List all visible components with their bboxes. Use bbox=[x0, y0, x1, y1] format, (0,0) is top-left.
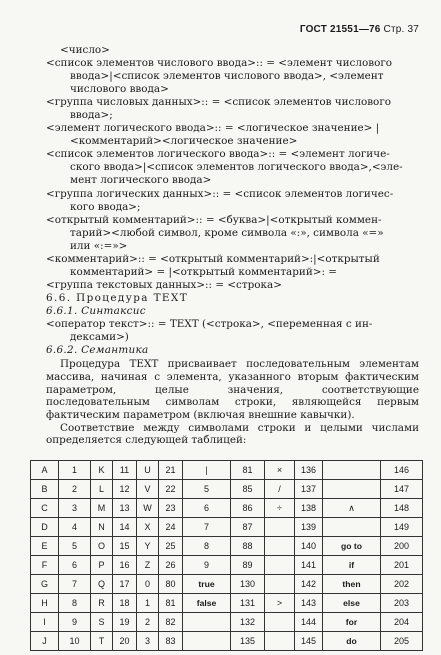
symbol-cell bbox=[265, 613, 295, 632]
code-cell: 130 bbox=[231, 575, 265, 594]
text-line: <группа текстовых данных>:: = <строка> bbox=[46, 278, 282, 291]
code-cell: 6 bbox=[59, 556, 91, 575]
symbol-cell: 1 bbox=[137, 594, 159, 613]
symbol-cell: 9 bbox=[183, 556, 231, 575]
section-heading: 6.6. Процедура TEXT bbox=[46, 291, 189, 304]
symbol-cell: D bbox=[31, 518, 59, 537]
table-row bbox=[31, 499, 423, 518]
code-cell: 13 bbox=[113, 499, 137, 518]
symbol-cell: for bbox=[323, 613, 381, 632]
code-cell: 22 bbox=[159, 480, 183, 499]
symbol-cell: do bbox=[323, 632, 381, 651]
code-cell: 204 bbox=[381, 613, 423, 632]
symbol-cell bbox=[265, 632, 295, 651]
code-cell: 142 bbox=[295, 575, 323, 594]
code-cell: 5 bbox=[59, 537, 91, 556]
code-cell: 203 bbox=[381, 594, 423, 613]
code-cell: 86 bbox=[231, 499, 265, 518]
symbol-cell: 0 bbox=[137, 575, 159, 594]
code-cell: 14 bbox=[113, 518, 137, 537]
table-row bbox=[31, 613, 423, 632]
symbol-cell: if bbox=[323, 556, 381, 575]
table-row bbox=[31, 575, 423, 594]
code-cell: 139 bbox=[295, 518, 323, 537]
code-cell: 16 bbox=[113, 556, 137, 575]
symbol-cell: ÷ bbox=[265, 499, 295, 518]
symbol-cell: X bbox=[137, 518, 159, 537]
symbol-cell: V bbox=[137, 480, 159, 499]
code-cell: 141 bbox=[295, 556, 323, 575]
symbol-cell bbox=[265, 556, 295, 575]
symbol-cell: A bbox=[31, 461, 59, 480]
code-cell: 83 bbox=[159, 632, 183, 651]
symbol-cell bbox=[265, 537, 295, 556]
text-line: <список элементов числового ввода>:: = <элемент числового bbox=[46, 57, 393, 70]
symbol-cell: E bbox=[31, 537, 59, 556]
code-cell: 144 bbox=[295, 613, 323, 632]
code-cell: 138 bbox=[295, 499, 323, 518]
code-cell: 17 bbox=[113, 575, 137, 594]
code-cell: 146 bbox=[381, 461, 423, 480]
text-line: числового ввода> bbox=[70, 83, 169, 96]
symbol-cell: else bbox=[323, 594, 381, 613]
code-cell: 135 bbox=[231, 632, 265, 651]
symbol-cell: N bbox=[91, 518, 113, 537]
text-line: комментарий> = |<открытый комментарий>: = bbox=[70, 265, 337, 278]
symbol-cell bbox=[183, 632, 231, 651]
code-cell: 201 bbox=[381, 556, 423, 575]
symbol-cell bbox=[323, 480, 381, 499]
table-row bbox=[31, 537, 423, 556]
symbol-cell: G bbox=[31, 575, 59, 594]
symbol-cell: B bbox=[31, 480, 59, 499]
table-row bbox=[31, 632, 423, 651]
symbol-cell bbox=[323, 461, 381, 480]
symbol-cell: I bbox=[31, 613, 59, 632]
symbol-cell: × bbox=[265, 461, 295, 480]
text-line: <комментарий><логическое значение> bbox=[70, 135, 298, 148]
text-line: <группа числовых данных>:: = <список элементов числового bbox=[46, 96, 392, 109]
symbol-cell: 2 bbox=[137, 613, 159, 632]
code-cell: 202 bbox=[381, 575, 423, 594]
text-line: <число> bbox=[60, 44, 110, 56]
symbol-cell: O bbox=[91, 537, 113, 556]
symbol-cell: S bbox=[91, 613, 113, 632]
code-cell: 145 bbox=[295, 632, 323, 651]
text-line: ввода>; bbox=[70, 109, 113, 122]
symbol-cell: R bbox=[91, 594, 113, 613]
code-cell: 81 bbox=[159, 594, 183, 613]
paragraph: Соответствие между символами строки и целыми числами определяется следующей таблицей: bbox=[46, 421, 419, 447]
page-header bbox=[300, 24, 419, 35]
code-cell: 140 bbox=[295, 537, 323, 556]
code-cell: 1 bbox=[59, 461, 91, 480]
subsection-heading: 6.6.1. Синтаксис bbox=[46, 304, 146, 317]
symbol-cell: Z bbox=[137, 556, 159, 575]
symbol-cell: Y bbox=[137, 537, 159, 556]
code-cell: 205 bbox=[381, 632, 423, 651]
table-row bbox=[31, 461, 423, 480]
text-line: ввода>|<список элементов числового ввода>, <элемент bbox=[70, 70, 384, 83]
symbol-cell: then bbox=[323, 575, 381, 594]
code-cell: 20 bbox=[113, 632, 137, 651]
body-text bbox=[46, 44, 419, 447]
text-line: ского ввода>|<список элементов логического ввода>,<эле- bbox=[70, 161, 403, 174]
code-cell: 137 bbox=[295, 480, 323, 499]
code-cell: 8 bbox=[59, 594, 91, 613]
code-cell: 87 bbox=[231, 518, 265, 537]
symbol-cell: / bbox=[265, 480, 295, 499]
symbol-cell: H bbox=[31, 594, 59, 613]
code-cell: 200 bbox=[381, 537, 423, 556]
code-cell: 3 bbox=[59, 499, 91, 518]
text-line: <элемент логического ввода>:: = <логическое значение> | bbox=[46, 122, 380, 135]
code-cell: 25 bbox=[159, 537, 183, 556]
symbol-cell: 8 bbox=[183, 537, 231, 556]
symbol-cell: 7 bbox=[183, 518, 231, 537]
symbol-cell: W bbox=[137, 499, 159, 518]
text-line: тарий><любой символ, кроме символа «:», символа «=» bbox=[70, 226, 384, 239]
code-cell: 11 bbox=[113, 461, 137, 480]
code-cell: 148 bbox=[381, 499, 423, 518]
symbol-cell bbox=[265, 518, 295, 537]
symbol-cell bbox=[183, 613, 231, 632]
text-line: <список элементов логического ввода>:: = <элемент логиче- bbox=[46, 148, 390, 161]
symbol-cell: J bbox=[31, 632, 59, 651]
paragraph: Процедура TEXT присваивает последовательным элементам массива, начиная с элемента, указанного вторым фактическим параметром, целые значения, соответствующие последовательным символам строки, являющейся первым фактическим параметром (включая внешние кавычки). bbox=[46, 358, 419, 421]
symbol-cell: T bbox=[91, 632, 113, 651]
symbol-cell: F bbox=[31, 556, 59, 575]
text-line: <комментарий>:: = <открытый комментарий>:|<открытый bbox=[46, 252, 380, 265]
code-cell: 2 bbox=[59, 480, 91, 499]
text-line: или «:=»> bbox=[70, 239, 128, 252]
code-cell: 21 bbox=[159, 461, 183, 480]
symbol-cell: C bbox=[31, 499, 59, 518]
symbol-cell: | bbox=[183, 461, 231, 480]
code-cell: 136 bbox=[295, 461, 323, 480]
symbol-cell: 3 bbox=[137, 632, 159, 651]
table-row bbox=[31, 556, 423, 575]
symbol-cell bbox=[265, 575, 295, 594]
symbol-cell: L bbox=[91, 480, 113, 499]
symbol-cell: U bbox=[137, 461, 159, 480]
code-cell: 12 bbox=[113, 480, 137, 499]
code-cell: 19 bbox=[113, 613, 137, 632]
page-number: Стр. 37 bbox=[383, 24, 419, 35]
text-line: мент логического ввода> bbox=[70, 174, 212, 187]
symbol-cell: M bbox=[91, 499, 113, 518]
text-line: кого ввода>; bbox=[70, 200, 141, 213]
code-cell: 7 bbox=[59, 575, 91, 594]
text-line: <открытый комментарий>:: = <буква>|<открытый коммен- bbox=[46, 213, 382, 226]
table-row bbox=[31, 480, 423, 499]
standard-number: ГОСТ 21551—76 bbox=[299, 24, 381, 35]
code-cell: 132 bbox=[231, 613, 265, 632]
code-cell: 85 bbox=[231, 480, 265, 499]
code-cell: 18 bbox=[113, 594, 137, 613]
table-row bbox=[31, 594, 423, 613]
code-cell: 23 bbox=[159, 499, 183, 518]
text-line: <группа логических данных>:: = <список элементов логичес- bbox=[46, 187, 394, 200]
symbol-cell: ∧ bbox=[323, 499, 381, 518]
table-row bbox=[31, 518, 423, 537]
symbol-cell: P bbox=[91, 556, 113, 575]
code-cell: 15 bbox=[113, 537, 137, 556]
code-cell: 81 bbox=[231, 461, 265, 480]
subsection-heading: 6.6.2. Семантика bbox=[46, 344, 149, 357]
code-cell: 9 bbox=[59, 613, 91, 632]
code-cell: 80 bbox=[159, 575, 183, 594]
symbol-cell: true bbox=[183, 575, 231, 594]
encoding-table bbox=[30, 460, 423, 651]
symbol-cell: 6 bbox=[183, 499, 231, 518]
code-cell: 89 bbox=[231, 556, 265, 575]
symbol-cell bbox=[323, 518, 381, 537]
code-cell: 149 bbox=[381, 518, 423, 537]
code-cell: 147 bbox=[381, 480, 423, 499]
symbol-cell: go to bbox=[323, 537, 381, 556]
symbol-cell: K bbox=[91, 461, 113, 480]
code-cell: 10 bbox=[59, 632, 91, 651]
text-line: <оператор текст>:: = TEXT (<строка>, <переменная с ин- bbox=[46, 317, 373, 330]
code-cell: 131 bbox=[231, 594, 265, 613]
encoding-table-body bbox=[31, 461, 423, 651]
code-cell: 4 bbox=[59, 518, 91, 537]
code-cell: 88 bbox=[231, 537, 265, 556]
code-cell: 26 bbox=[159, 556, 183, 575]
symbol-cell: > bbox=[265, 594, 295, 613]
symbol-cell: Q bbox=[91, 575, 113, 594]
text-line: дексами>) bbox=[70, 331, 129, 344]
code-cell: 143 bbox=[295, 594, 323, 613]
code-cell: 82 bbox=[159, 613, 183, 632]
symbol-cell: false bbox=[183, 594, 231, 613]
code-cell: 24 bbox=[159, 518, 183, 537]
symbol-cell: 5 bbox=[183, 480, 231, 499]
